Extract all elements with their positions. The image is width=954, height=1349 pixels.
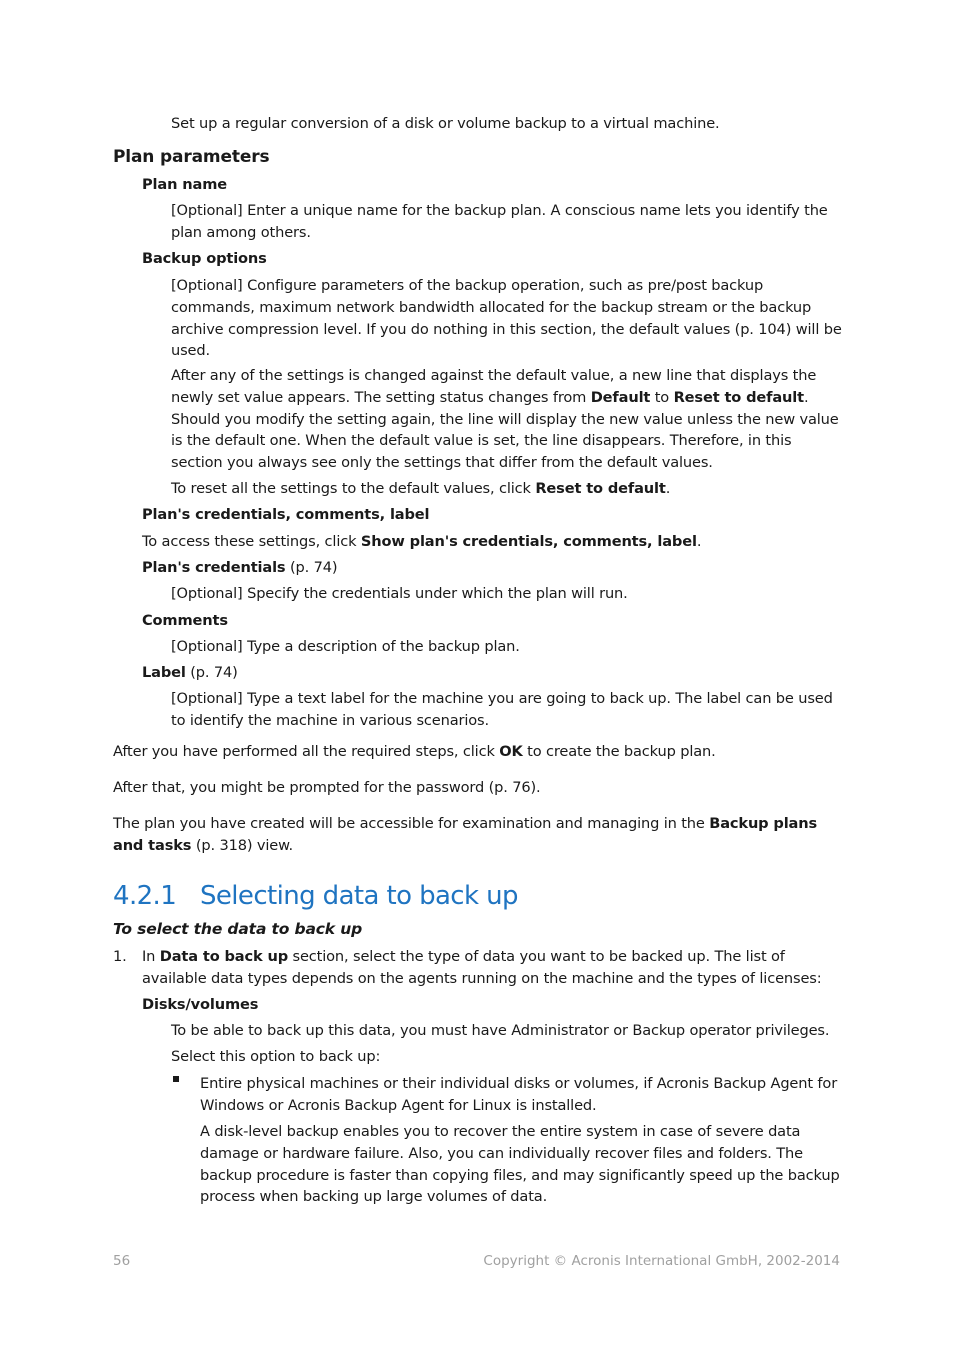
bullet-paragraph: A disk-level backup enables you to recover the entire system in case of severe data damage or hardware failure. Also, you can individually recover files and folders. The backup procedure is faster than copying files, and may significantly speed up the backup process when backing up large volumes of data. [200, 1123, 840, 1206]
disks-volumes-term: Disks/volumes [142, 996, 259, 1013]
comments-term: Comments [142, 612, 228, 629]
password-paragraph: After that, you might be prompted for the password (p. 76). [113, 779, 541, 796]
section-number: 4.2.1 [113, 881, 177, 911]
credentials-group-text: To access these settings, click Show plan's credentials, comments, label. [142, 533, 702, 550]
step-number: 1. [113, 948, 127, 965]
comments-desc: [Optional] Type a description of the backup plan. [171, 638, 520, 655]
plan-name-desc: [Optional] Enter a unique name for the backup plan. A conscious name lets you identify the plan among others. [171, 202, 828, 241]
step-1-text: In Data to back up section, select the type of data you want to be backed up. The list of available data types depends on the agents running on the machine and the types of licenses: [142, 948, 822, 987]
plans-credentials-desc: [Optional] Specify the credentials under which the plan will run. [171, 585, 628, 602]
backup-options-status-paragraph: After any of the settings is changed against the default value, a new line that displays the newly set value appears. The setting status changes from Default to Reset to default. Should you modify the setting again, the line will display the new value unless the new value is the default one. When the default value is set, the line disappears. Therefore, in this section you always see only the settings that differ from the default values. [171, 367, 839, 472]
intro-text: Set up a regular conversion of a disk or volume backup to a virtual machine. [171, 115, 720, 132]
label-term: Label (p. 74) [142, 664, 238, 681]
backup-options-term: Backup options [142, 250, 267, 267]
plan-parameters-heading: Plan parameters [113, 147, 270, 167]
plan-name-term: Plan name [142, 176, 228, 193]
disks-privileges-text: To be able to back up this data, you must have Administrator or Backup operator privileges. [171, 1022, 830, 1039]
page-number: 56 [113, 1253, 131, 1269]
section-title: Selecting data to back up [200, 881, 518, 911]
credentials-group-term: Plan's credentials, comments, label [142, 506, 430, 523]
bullet-item: Entire physical machines or their individual disks or volumes, if Acronis Backup Agent for Windows or Acronis Backup Agent for Linux is installed. [200, 1075, 838, 1114]
bullet-icon [173, 1076, 179, 1082]
disks-select-text: Select this option to back up: [171, 1048, 381, 1065]
accessible-paragraph: The plan you have created will be accessible for examination and managing in the Backup plans and tasks (p. 318) view. [113, 815, 818, 854]
copyright: Copyright © Acronis International GmbH, 2002-2014 [483, 1253, 840, 1269]
reset-paragraph: To reset all the settings to the default values, click Reset to default. [171, 480, 671, 497]
after-ok-paragraph: After you have performed all the required steps, click OK to create the backup plan. [113, 743, 716, 760]
procedure-title: To select the data to back up [113, 920, 363, 938]
backup-options-desc: [Optional] Configure parameters of the backup operation, such as pre/post backup commands, maximum network bandwidth allocated for the backup stream or the backup archive compression level. If you do nothing in this section, the default values (p. 104) will be used. [171, 277, 842, 360]
section-heading [113, 879, 518, 913]
label-desc: [Optional] Type a text label for the machine you are going to back up. The label can be used to identify the machine in various scenarios. [171, 690, 833, 729]
plans-credentials-term: Plan's credentials (p. 74) [142, 559, 338, 576]
